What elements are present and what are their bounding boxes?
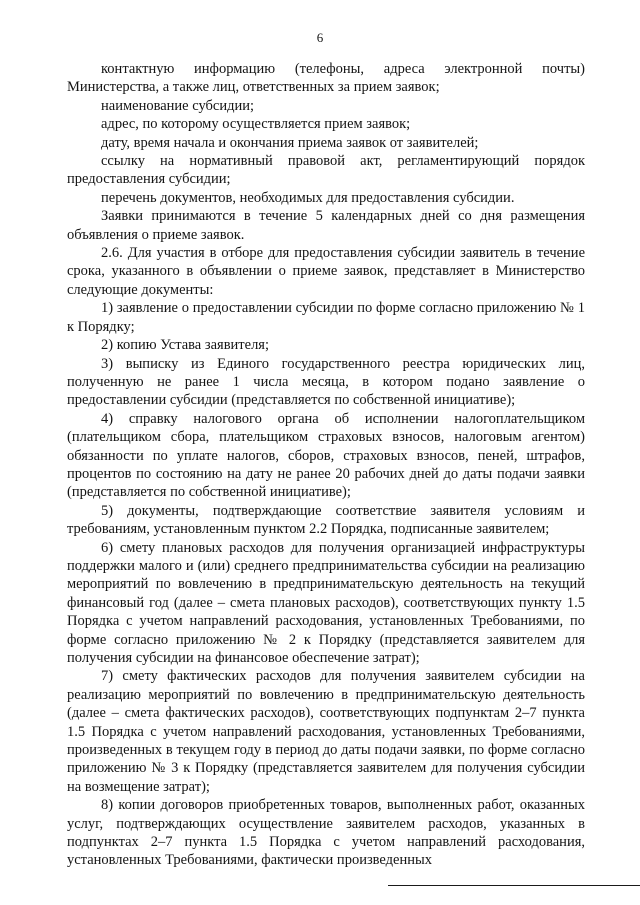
list-item-4: 4) справку налогового органа об исполнении налогоплательщиком (плательщиком сбора, плательщиком страховых взносов, налоговым агентом) обязанности по уплате налогов, сборов, страховых взносов, пеней, штрафов, процентов по состоянию на дату не ранее 20 рабочих дней до даты подачи заявки (представляется по собственной инициативе); [67, 410, 585, 501]
list-item-5: 5) документы, подтверждающие соответствие заявителя условиям и требованиям, установленным пунктом 2.2 Порядка, подписанные заявителем; [67, 502, 585, 538]
paragraph-section-2-6: 2.6. Для участия в отборе для предоставления субсидии заявитель в течение срока, указанного в объявлении о приеме заявок, представляет в Министерство следующие документы: [67, 245, 585, 298]
list-item-1: 1) заявление о предоставлении субсидии по форме согласно приложению № 1 к Порядку; [67, 300, 585, 335]
paragraph-subsidy-name: наименование субсидии; [101, 97, 255, 114]
bottom-divider [388, 885, 640, 886]
paragraph-legal-act-link: ссылку на нормативный правовой акт, регламентирующий порядок предоставления субсидии; [67, 153, 585, 188]
paragraph-application-period: Заявки принимаются в течение 5 календарных дней со дня размещения объявления о приеме заявок. [67, 208, 585, 243]
paragraph-documents-list: перечень документов, необходимых для предоставления субсидии. [101, 189, 515, 206]
paragraph-dates: дату, время начала и окончания приема заявок от заявителей; [101, 134, 479, 151]
list-item-2: 2) копию Устава заявителя; [101, 337, 270, 354]
list-item-6: 6) смету плановых расходов для получения организацией инфраструктуры поддержки малого и (или) среднего предпринимательства субсидии на реализацию мероприятий по вовлечению в предпринимательскую деятельность на текущий финансовый год (далее – смета плановых расходов), соответствующих пункту 1.5 Порядка с учетом направлений расходования, установленных Требованиями, по форме согласно приложению № 2 к Порядку (представляется заявителем для получения субсидии на финансовое обеспечение затрат); [67, 539, 585, 666]
page-number: 6 [316, 30, 324, 45]
document-body [67, 60, 585, 870]
paragraph-contact-info: контактную информацию (телефоны, адреса электронной почты) Министерства, а также лиц, ответственных за прием заявок; [67, 61, 585, 96]
list-item-8: 8) копии договоров приобретенных товаров, выполненных работ, оказанных услуг, подтверждающих осуществление заявителем расходов, указанных в подпунктах 2–7 пункта 1.5 Порядка с учетом направлений расходования, установленных Требованиями, фактически произведенных [67, 797, 585, 869]
list-item-7: 7) смету фактических расходов для получения заявителем субсидии на реализацию мероприятий по вовлечению в предпринимательскую деятельность (далее – смета фактических расходов), соответствующих подпунктам 2–7 пункта 1.5 Порядка с учетом направлений расходования, установленных Требованиями, произведенных в текущем году в период до даты подачи заявки, по форме согласно приложению № 3 к Порядку (представляется заявителем для получения субсидии на возмещение затрат); [67, 668, 585, 795]
paragraph-address: адрес, по которому осуществляется прием заявок; [101, 116, 411, 133]
list-item-3: 3) выписку из Единого государственного реестра юридических лиц, полученную не ранее 1 числа месяца, в котором подано заявление о предоставлении субсидии (представляется по собственной инициативе); [67, 355, 585, 409]
